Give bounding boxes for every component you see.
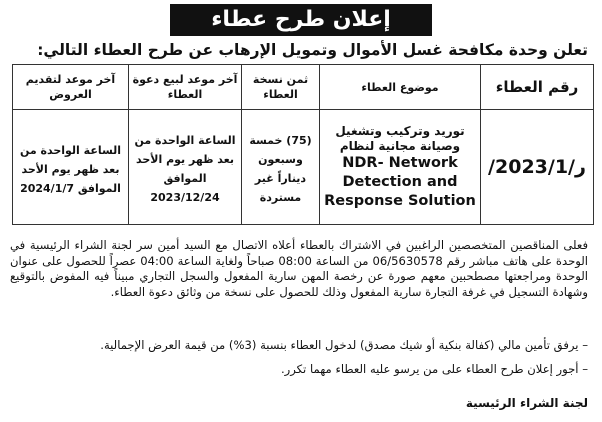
instructions-paragraph: فعلى المناقصين المتخصصين الراغبين في الاشتراك بالعطاء أعلاه الاتصال مع السيد أمين سر لجنة الشراء الرئيسية في الوحدة على هاتف مباشر رقم 06/5630578 من الساعة 08:00 صباحاً ولغاية الساعة 04:00 عصراً للحصول على عنوان الوحدة ومراجعتها مصطحبين معهم صورة عن رخصة المهن سارية المفعول والسجل التجاري مبيناً فيه المفوض بالتوقيع وشهادة التسجيل في غرفة التجارة سارية المفعول وذلك للحصول على نسخة من وثائق دعوة العطاء. bbox=[10, 238, 588, 299]
header-subject: موضوع العطاء bbox=[320, 65, 481, 110]
tender-number: ر/2023/1/ bbox=[488, 156, 586, 178]
body-text bbox=[10, 238, 588, 300]
cell-number bbox=[481, 110, 594, 225]
subject-english: NDR- Network Detection and Response Solution bbox=[324, 154, 476, 209]
signature: لجنة الشراء الرئيسية bbox=[465, 396, 588, 410]
cell-last-sale bbox=[129, 110, 242, 225]
header-number: رقم العطاء bbox=[481, 65, 594, 110]
cell-subject bbox=[320, 110, 481, 225]
last-sale-text: الساعة الواحدة من بعد ظهر يوم الأحد الموافق 2023/12/24 bbox=[134, 134, 236, 204]
cell-last-submit bbox=[13, 110, 129, 225]
table-header-row bbox=[13, 65, 594, 110]
tender-table bbox=[12, 64, 594, 225]
subject-arabic: توريد وتركيب وتشغيل وصيانة مجانية لنظام bbox=[335, 123, 465, 153]
condition-item: – يرفق تأمين مالي (كفالة بنكية أو شيك مصدق) لدخول العطاء بنسبة (3%) من قيمة العرض الإجمالية. bbox=[100, 338, 588, 352]
intro-line: تعلن وحدة مكافحة غسل الأموال وتمويل الإرهاب عن طرح العطاء التالي: bbox=[37, 41, 588, 59]
header-price: ثمن نسخة العطاء bbox=[242, 65, 320, 110]
cell-price bbox=[242, 110, 320, 225]
header-last-sale: آخر موعد لبيع دعوة العطاء bbox=[129, 65, 242, 110]
price-text: (75) خمسة وسبعون ديناراً غير مستردة bbox=[249, 134, 312, 204]
last-submit-text: الساعة الواحدة من بعد ظهر يوم الأحد الموافق 2024/1/7 bbox=[19, 143, 122, 195]
table-row bbox=[13, 110, 594, 225]
header-last-submit: آخر موعد لتقديم العروض bbox=[13, 65, 129, 110]
announcement-banner: إعلان طرح عطاء bbox=[170, 4, 432, 36]
conditions-list bbox=[8, 338, 588, 386]
condition-item: – أجور إعلان طرح العطاء على من يرسو عليه العطاء مهما تكرر. bbox=[280, 362, 588, 376]
